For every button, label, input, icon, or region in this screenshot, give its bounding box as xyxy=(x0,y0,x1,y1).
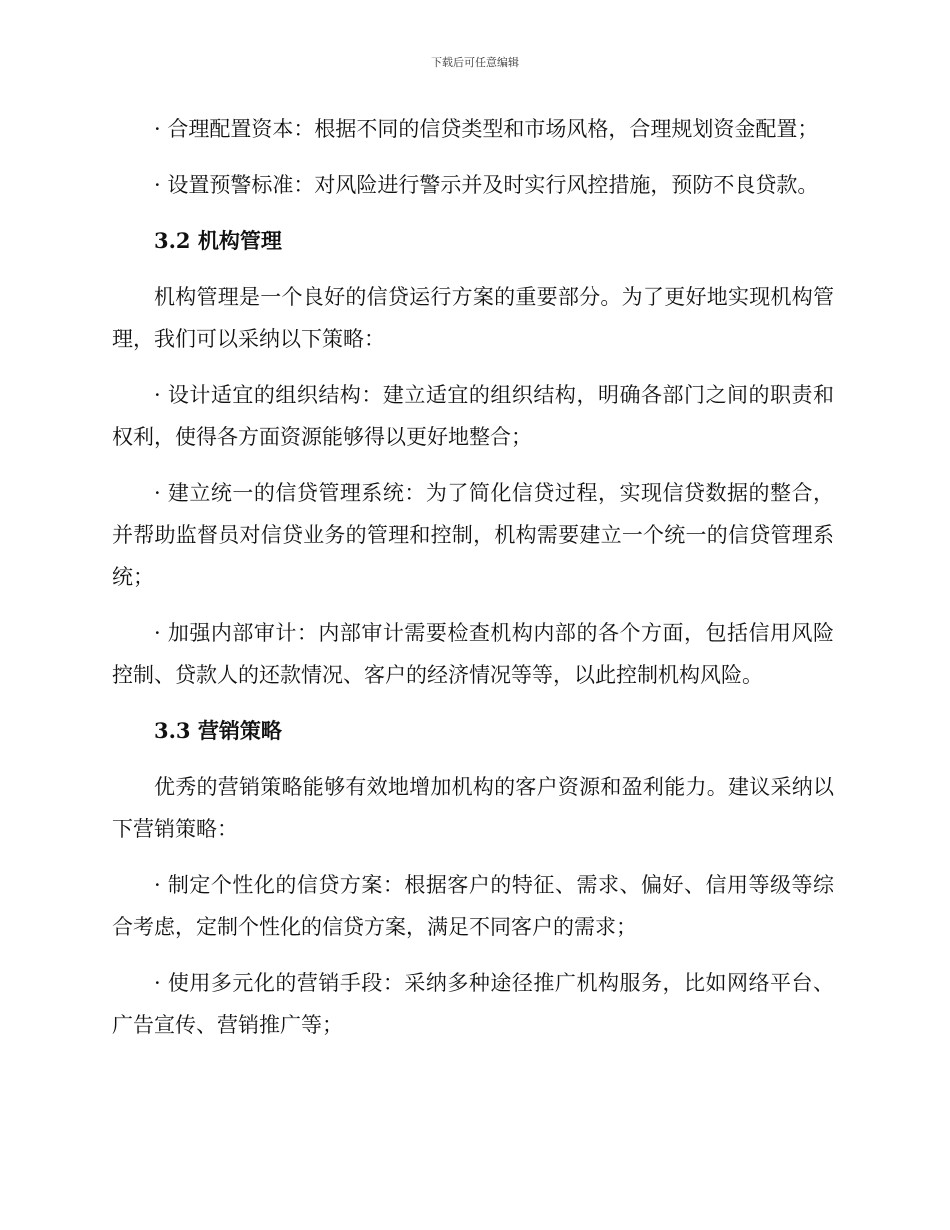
bullet-credit-system: · 建立统一的信贷管理系统：为了简化信贷过程，实现信贷数据的整合，并帮助监督员对信贷业务的管理和控制，机构需要建立一个统一的信贷管理系统； xyxy=(112,481,834,589)
section-heading-marketing-strategy: 3.3 营销策略 xyxy=(154,718,282,743)
page-header-note: 下载后可任意编辑 xyxy=(431,56,519,69)
bullet-diverse-marketing: · 使用多元化的营销手段：采纳多种途径推广机构服务，比如网络平台、广告宣传、营销推广等； xyxy=(112,971,834,1037)
document-body xyxy=(112,108,834,1060)
bullet-internal-audit: · 加强内部审计：内部审计需要检查机构内部的各个方面，包括信用风险控制、贷款人的还款情况、客户的经济情况等等，以此控制机构风险。 xyxy=(112,621,834,687)
bullet-personalized-plan: · 制定个性化的信贷方案：根据客户的特征、需求、偏好、信用等级等综合考虑，定制个性化的信贷方案，满足不同客户的需求； xyxy=(112,873,834,939)
bullet-warning-standard: · 设置预警标准：对风险进行警示并及时实行风控措施，预防不良贷款。 xyxy=(154,173,819,197)
bullet-capital-allocation: · 合理配置资本：根据不同的信贷类型和市场风格，合理规划资金配置； xyxy=(154,117,819,141)
paragraph-marketing-intro: 优秀的营销策略能够有效地增加机构的客户资源和盈利能力。建议采纳以下营销策略： xyxy=(112,775,834,841)
paragraph-institution-intro: 机构管理是一个良好的信贷运行方案的重要部分。为了更好地实现机构管理，我们可以采纳以下策略： xyxy=(112,285,834,351)
section-heading-institution-management: 3.2 机构管理 xyxy=(154,228,282,253)
bullet-organization-structure: · 设计适宜的组织结构：建立适宜的组织结构，明确各部门之间的职责和权利，使得各方面资源能够得以更好地整合； xyxy=(112,383,834,449)
